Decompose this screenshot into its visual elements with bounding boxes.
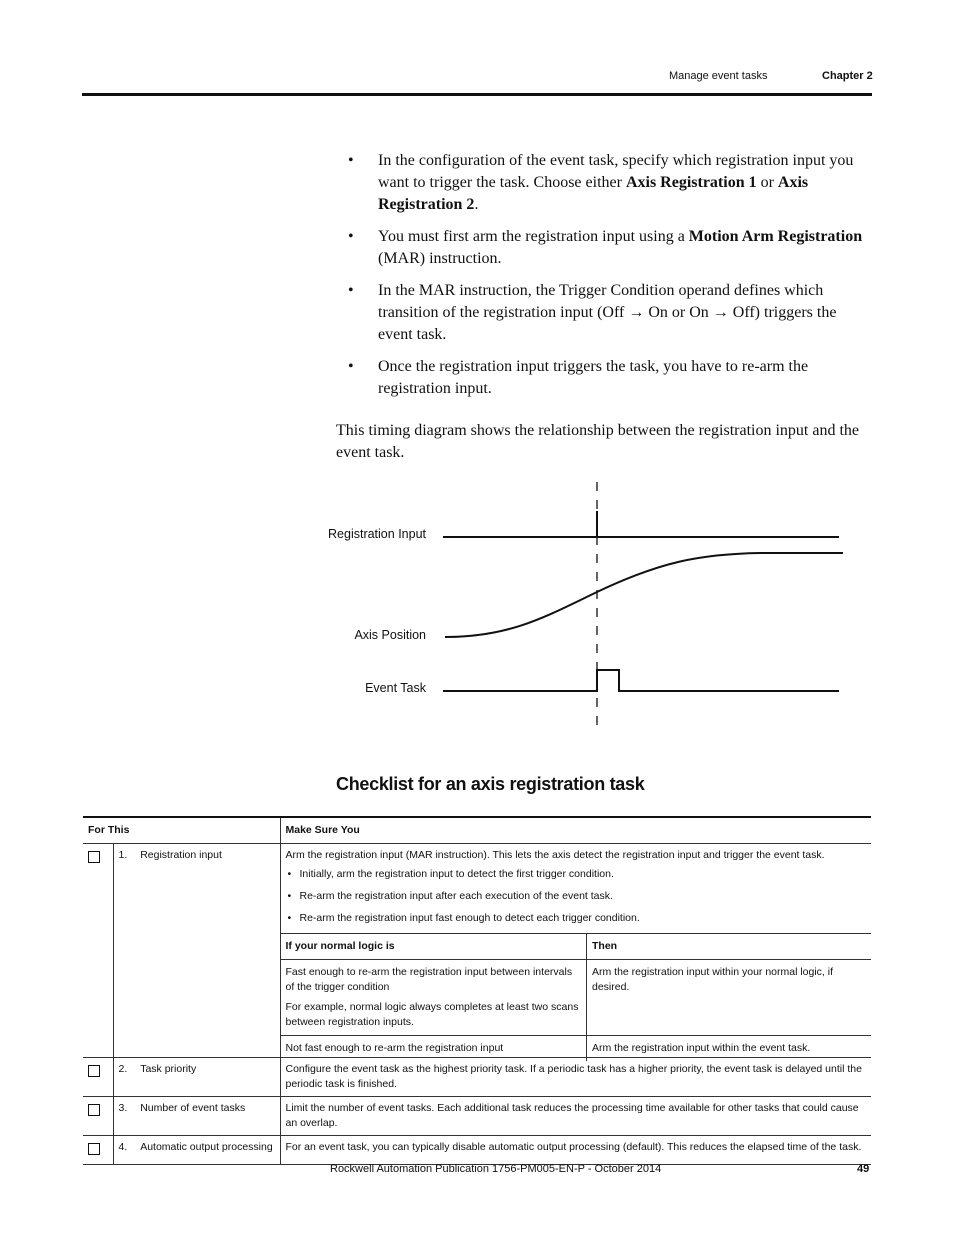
inner-if-cell: Fast enough to re-arm the registration input between intervals of the trigger condition For example, normal logic always completes at least two scans between registration inputs. — [281, 960, 587, 1036]
sub-bullet-list — [286, 867, 867, 926]
bullet-icon: • — [287, 912, 292, 924]
item-number: 3. — [118, 1102, 128, 1114]
bullet-icon: • — [287, 890, 292, 902]
checkbox-cell — [83, 844, 113, 1058]
checkbox-cell — [83, 1136, 113, 1165]
header-make-sure: Make Sure You — [280, 817, 871, 844]
make-sure-cell: For an event task, you can typically disable automatic output processing (default). This reduces the elapsed time of the task. — [280, 1136, 871, 1165]
bold-term: Axis Registration 1 — [625, 174, 757, 191]
bold-term: Motion Arm Registration — [688, 228, 863, 245]
checkbox-number-of-event-tasks[interactable] — [88, 1104, 100, 1116]
list-item: • Initially, arm the registration input to detect the first trigger condition. — [287, 868, 614, 880]
bullet-icon: • — [348, 228, 354, 245]
axis-position-curve — [445, 553, 843, 637]
item-cell — [113, 1058, 280, 1097]
item-label: Task priority — [140, 1063, 197, 1075]
running-header-section: Manage event tasks — [669, 70, 768, 82]
item-label: Number of event tasks — [140, 1102, 246, 1114]
inner-then-cell: Arm the registration input within your normal logic, if desired. — [587, 960, 872, 1036]
section-title: Checklist for an axis registration task — [336, 774, 645, 794]
checkbox-task-priority[interactable] — [88, 1065, 100, 1077]
inner-header-row — [281, 934, 872, 960]
list-item: • Re-arm the registration input fast enough to detect each trigger condition. — [287, 912, 640, 924]
header-for-this: For This — [83, 817, 280, 844]
item-cell — [113, 844, 280, 1058]
item-cell — [113, 1136, 280, 1165]
event-task-signal — [443, 670, 839, 691]
item-label: Registration input — [140, 849, 222, 861]
text-run: (MAR) instruction. — [378, 250, 502, 267]
table-row — [83, 1097, 871, 1136]
item-number: 2. — [118, 1063, 128, 1075]
inner-if-cell: Not fast enough to re-arm the registration input — [281, 1036, 587, 1062]
table-row — [83, 1136, 871, 1165]
checkbox-cell — [83, 1097, 113, 1136]
item-cell — [113, 1097, 280, 1136]
table-row — [83, 844, 871, 1058]
inner-then-cell: Arm the registration input within the event task. — [587, 1036, 872, 1062]
text-run: In the configuration of the event task, specify which registration input you want to trigger the task. Choose either — [378, 152, 854, 191]
checklist-table — [83, 816, 871, 1165]
inner-logic-table — [281, 933, 872, 1061]
checkbox-registration-input[interactable] — [88, 851, 100, 863]
make-sure-cell: Configure the event task as the highest priority task. If a periodic task has a higher priority, the event task is delayed until the periodic task is finished. — [280, 1058, 871, 1097]
checkbox-automatic-output-processing[interactable] — [88, 1143, 100, 1155]
inner-header-if: If your normal logic is — [281, 934, 587, 960]
label-event-task: Event Task — [365, 681, 426, 695]
text-run: or — [756, 174, 778, 191]
list-item: • Re-arm the registration input after each execution of the event task. — [287, 890, 613, 902]
checkbox-cell — [83, 1058, 113, 1097]
make-sure-cell: Limit the number of event tasks. Each additional task reduces the processing time available for other tasks that could cause an overlap. — [280, 1097, 871, 1136]
text-run: Once the registration input triggers the task, you have to re-arm the registration input. — [378, 358, 809, 397]
text-run: In the MAR instruction, the Trigger Condition operand defines which transition of the registration input (Off → On or On → Off) triggers the event task. — [378, 282, 837, 343]
row-text: Arm the registration input (MAR instruction). This lets the axis detect the registration input and trigger the event task. — [285, 849, 825, 861]
bullet-icon: • — [348, 358, 354, 375]
item-number: 1. — [118, 849, 128, 861]
bold-term: Axis Registration 2 — [378, 174, 809, 213]
item-label: Automatic output processing — [140, 1141, 273, 1153]
text-run: . — [474, 196, 479, 213]
label-registration-input: Registration Input — [328, 527, 426, 541]
bullet-icon: • — [348, 152, 354, 169]
intro-paragraph: This timing diagram shows the relationship between the registration input and the event task. — [336, 422, 859, 461]
table-row — [83, 1058, 871, 1097]
table-row — [281, 960, 872, 1036]
bullet-icon: • — [287, 868, 292, 880]
bullet-icon: • — [348, 282, 354, 299]
footer-publication: Rockwell Automation Publication 1756-PM005-EN-P - October 2014 — [330, 1163, 662, 1175]
label-axis-position: Axis Position — [354, 628, 426, 642]
make-sure-cell — [280, 844, 871, 1058]
table-header-row — [83, 817, 871, 844]
item-number: 4. — [118, 1141, 128, 1153]
text-run: You must first arm the registration input using a — [378, 228, 689, 245]
running-header-chapter: Chapter 2 — [822, 70, 873, 82]
footer-page-number: 49 — [857, 1163, 870, 1175]
inner-header-then: Then — [587, 934, 872, 960]
